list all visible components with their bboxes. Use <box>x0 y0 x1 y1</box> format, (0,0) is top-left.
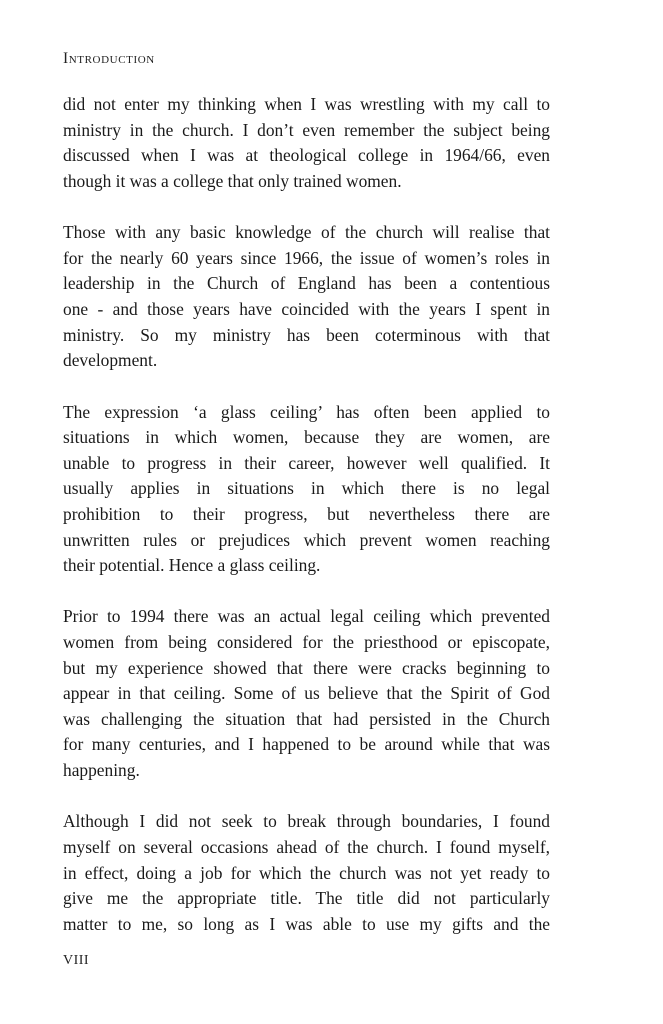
text-line: prohibition to their progress, but nevertheless there are <box>63 503 550 524</box>
text-line: appear in that ceiling. Some of us believe that the Spirit of God <box>63 683 550 704</box>
paragraph-4 <box>63 604 550 783</box>
text-line: for the nearly 60 years since 1966, the issue of women’s roles in <box>63 247 550 268</box>
text-line: myself on several occasions ahead of the church. I found myself, <box>63 837 550 858</box>
text-line: Although I did not seek to break through boundaries, I found <box>63 811 550 832</box>
text-line: was challenging the situation that had persisted in the Church <box>63 708 550 729</box>
text-line: The expression ‘a glass ceiling’ has often been applied to <box>63 401 550 422</box>
text-line: though it was a college that only trained women. <box>63 170 402 191</box>
text-line: for many centuries, and I happened to be around while that was <box>63 734 550 755</box>
text-line: Prior to 1994 there was an actual legal ceiling which prevented <box>63 606 550 627</box>
running-head: Introduction <box>63 50 155 67</box>
text-line: usually applies in situations in which there is no legal <box>63 478 550 499</box>
text-line: give me the appropriate title. The title did not particularly <box>63 888 550 909</box>
text-line: leadership in the Church of England has been a contentious <box>63 273 550 294</box>
text-line: matter to me, so long as I was able to use my gifts and the <box>63 913 550 934</box>
text-line: ministry in the church. I don’t even remember the subject being <box>63 119 550 140</box>
text-line: women from being considered for the priesthood or episcopate, <box>63 632 550 653</box>
paragraph-2 <box>63 220 550 374</box>
text-line: unable to progress in their career, however well qualified. It <box>63 452 550 473</box>
text-line: unwritten rules or prejudices which prevent women reaching <box>63 529 550 550</box>
body-text <box>63 92 550 963</box>
paragraph-1 <box>63 92 550 194</box>
text-line: Those with any basic knowledge of the church will realise that <box>63 222 550 243</box>
text-line: happening. <box>63 760 140 781</box>
text-line: one - and those years have coincided with the years I spent in <box>63 298 550 319</box>
text-line: their potential. Hence a glass ceiling. <box>63 555 321 576</box>
text-line: but my experience showed that there were cracks beginning to <box>63 657 550 678</box>
text-line: discussed when I was at theological college in 1964/66, even <box>63 145 550 166</box>
text-line: development. <box>63 350 158 371</box>
text-line: situations in which women, because they are women, are <box>63 427 550 448</box>
text-line: in effect, doing a job for which the church was not yet ready to <box>63 862 550 883</box>
page-number: VIII <box>63 953 90 968</box>
text-line: ministry. So my ministry has been coterminous with that <box>63 324 550 345</box>
text-line: did not enter my thinking when I was wrestling with my call to <box>63 94 550 114</box>
paragraph-5 <box>63 809 550 937</box>
paragraph-3 <box>63 400 550 579</box>
